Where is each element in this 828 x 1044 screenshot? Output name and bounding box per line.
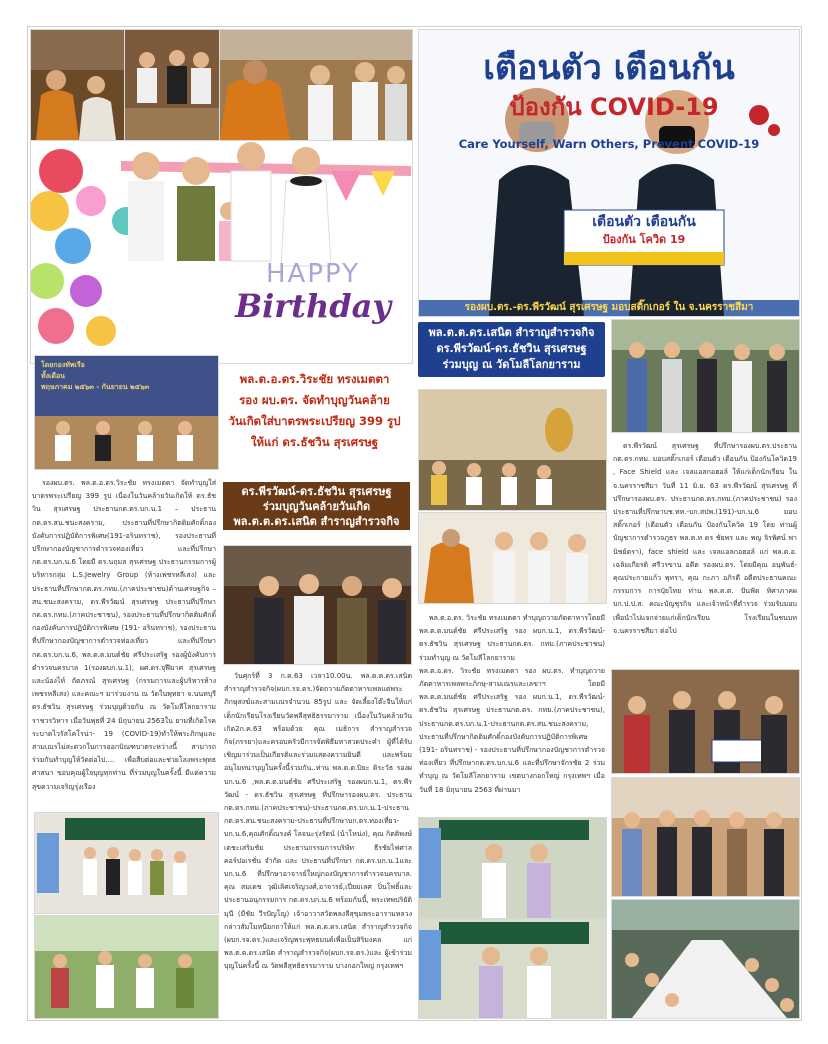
photo-sticker-handover-image	[612, 670, 799, 773]
photo-family-monks	[124, 29, 220, 141]
photo-monks-ceremony-image	[31, 30, 124, 140]
photo-monks-ceremony	[30, 29, 125, 141]
photo-police-group-image	[224, 546, 411, 664]
banner-birthday-line-3: พล.ต.ต.ดร.เสนิต สำราญสำรวจกิจ	[233, 515, 400, 528]
covid-subtitle: Care Yourself, Warn Others, Prevent COVID-19	[458, 137, 760, 151]
photo-meeting-hall-image	[612, 778, 799, 896]
photo-garden-group	[34, 915, 219, 1019]
photo-dining-table-image	[612, 900, 799, 1018]
photo-buddha-hall	[418, 389, 607, 511]
photo-offering-ceremony-image	[220, 30, 412, 140]
covid-sticker-title: เตือนตัว เตือนกัน	[592, 214, 696, 230]
banner-merit-line-3: ร่วมบุญ ณ วัดโมลีโลกยาราม	[442, 358, 581, 371]
article-merit-body: พล.ต.อ.ดร. วิระชัย ทรงเมตตา ทำบุญถวายภัตตาหารโดยมี พล.ต.ต.มนต์ชัย ศรีประเสริฐ รอง ผบก.น.1, ดร.พีรวัฒน์-ดร.ธัชวิน สุรเศรษฐ ประธานกต.ตร. กทม.(ภาคประชาชน) ร่วมทำบุญ ณ วัดโมลีโลกยาราม พล.ต.อ.ดร. วิระชัย ทรงเมตตา รอง ผบ.ตร. ทำบุญถวายภัตตาหารเพลพระภิกษุ-สามเณรและเลขาฯ โดยมี พล.ต.ต.มนต์ชัย ศรีประเสริฐ รอง ผบก.น.1, ดร.พีรวัฒน์-ดร.ธัชวิน สุรเศรษฐ ประธานกต.ตร. กทม.(ภาคประชาชน), ประธานกต.ตร.บก.น.1-ประธานกต.ตร.สน.ชนะสงคราม, ประธานที่ปรึกษากิตติมศักดิ์กองบังคับการปฏิบัติการพิเศษ (191- อรินทราช) - รองประธานที่ปรึกษากองบัญชาการตำรวจท่องเที่ยว ที่ปรึกษากต.ตร.บก.น.6 และที่ปรึกษาจักรชัย 2 ร่วมทำบุญ ณ วัดโมลีโลกยาราม เขตบางกอกใหญ่ กรุงเทพฯ เมื่อวันที่ 18 มิถุนายน 2563 ที่ผ่านมา	[419, 614, 605, 794]
banner-merit-line-1: พล.ต.ต.ดร.เสนิต สำราญสำรวจกิจ	[428, 326, 595, 339]
photo-police-group	[223, 545, 412, 665]
banner-birthday-line-1: ดร.พีรวัฒน์-ดร.ธัชวิน สุรเศรษฐ	[241, 485, 392, 498]
covid-title-line-2: ป้องกัน COVID-19	[509, 93, 719, 121]
photo-temple-signboard	[34, 812, 219, 914]
photo-temple-duo-1	[418, 817, 607, 919]
stage-banner-text: โดยกองทัพเรือ ทั้งเดือน พฤษภาคม ๒๕๖๓ - กันยายน ๒๕๖๓	[41, 361, 150, 391]
photo-monk-presentation-image	[419, 513, 606, 603]
happy-birthday-text	[223, 259, 403, 339]
photo-garden-group-image	[35, 916, 218, 1018]
photo-covid-poster	[418, 29, 800, 317]
birthday-caption	[218, 369, 411, 459]
birthday-label: Birthday	[235, 287, 391, 325]
banner-birthday-line-2: ร่วมบุญวันคล้ายวันเกิด	[262, 500, 371, 513]
covid-title-line-1: เตือนตัว เตือนกัน	[483, 48, 735, 88]
photo-temple-duo-2-image	[419, 920, 606, 1018]
article-right-body: ดร.พีรวัฒน์ สุรเศรษฐ ที่ปรึกษารองผบ.ตร.ประธาน กต.ตร.กทม. มอบสติ๊กเกอร์ เตือนตัว เตือนกัน ป้องกันโควิด19 , Face Shield และ เจลแอลกอฮอล์ ให้แก่เด็กนักเรียน ใน จ.นครราชสีมา วันที่ 11 มิ.ย. 63 ดร.พีรวัฒน์ สุรเศรษฐ ที่ปรึกษารองผบ.ตร. ประธานกต.ตร.กทม.(ภาคประชาชน) รองประธานที่ปรึกษาบช.ทท.-บก.สปพ.(191)-บก.น.6 มอบสติ๊กเกอร์ (เตือนตัว เตือนกัน ป้องกันโควิด 19 โดย ท่านผู้บัญชาการตำรวจภูธร พล.ต.ท ดร ชัยพร และ พญ จิรพิศน์ พานิชย์ตรา), face shield และ เจลแอลกอฮอล์ แก่ พล.ต.อ. เฉลิมเกียรติ ศรีวรขาน อดีต รองผบ.ตร. โดยมีคุณ อนุพันธ์-คุณประกายแก้ว พุทรา, คุณ กะภา อภิรดี อดีตประธานคณะกรรมการ การปุ๋ยไทย ท่าน พล.ต.ต. ปันฟัด ทิศาภาคผบก.ป.ป.ส. คณะบัญชุรกิจ และเจ้าหน้าที่ตำรวจ ร่วมรับมอบ เพื่อนำไปแจกจ่ายแก่เด็กนักเรียน โรงเรียนในชนบท จ.นครราชสีมา ต่อไป	[613, 442, 797, 635]
banner-merit-temple	[418, 322, 605, 377]
happy-label: HAPPY	[265, 259, 360, 289]
photo-monk-presentation	[418, 512, 607, 604]
photo-temple-duo-2	[418, 919, 607, 1019]
article-left-body: รองผบ.ตร. พล.ต.อ.ดร.วิระชัย ทรงเมตตา จัดทำบุญใส่บาตรพระเปรียญ 399 รูป เนื่องในวันคล้ายวันเกิดให้ ดร.ธัชวิน สุรเศรษฐ ประธานกต.ตร.บก.น.1 – ประธานกต.ตร.สน.ชนะสงคราม, ประธานที่ปรึกษากิตติมศักดิ์กองบังคับการปฏิบัติการพิเศษ(191-อรินทราช), รองประธานที่ปรึกษากองบัญชาการตำรวจท่องเที่ยว และที่ปรึกษากต.ตร.บก.น.6 โดยมี ดร.นฤมล สุรเศรษฐ ประธานกรรมการผู้บริหารกลุ่ม L.S.Jewelry Group (ห้างเพชรหลีเสง) และประธานที่ปรึกษากต.ตร.กทม.(ภาคประชาชน)ด้านเศรษฐกิจ – สน.ชนะสงคราม, ดร.พีรวัฒน์ สุรเศรษฐ ประธานที่ปรึกษากต.ตร.กทม.(ภาคประชาชน), รองประธานที่ปรึกษากิตติมศักดิ์กองบังคับการปฏิบัติการพิเศษ (191- อรินทราช), รองประธานที่ปรึกษากองบัญชาการตำรวจท่องเที่ยว และที่ปรึกษากต.ตร.บก.น.6, พล.ต.ต.มนต์ชัย ศรีประเสริฐ รองผู้บังคับการตำรวจนครบาล 1(รองผบก.น.1), ผศ.ดร.จุฬีมาศ สุรเศรษฐ และน้องไท์ ถัดภรณ์ สุรเศรษฐ (กรรมการและผู้บริหารห้างเพชรหลีเสง) และคณะฯ มาร่วมงาน ณ วัดในพุทธา จ.นนทบุรี ดร.ธัชวิน สุรเศรษฐ ร่วมบุญด้วยกัน ณ วัดโมลีโลกยาราม ราชวรวิหาร เมื่อวันพุธที่ 24 มิถุนายน 2563ใน ยามที่เกิดโรคระบาดไวรัสโคโรน่า- 19 (COVID-19)ทำให้พระภิกษุและสามเณรไม่สะดวกในการออกบิณฑบาตระหว่างนี้ สามารถร่วมกันทำบุญให้วัดต่อไป.... เพื่อสืบต่อและช่วยโลงพระพุทธศาสนา ขอบคุณผู้ใจบุญทุกท่าน ที่ร่วมบุญในครั้งนี้ มีแต่ความสุขความเจริญรุ่งเรือง	[32, 479, 216, 791]
photo-dining-table	[611, 899, 800, 1019]
photo-navy-stage	[34, 355, 219, 470]
photo-buddha-hall-image	[419, 390, 606, 510]
newsletter-page	[27, 26, 802, 1021]
covid-caption: รองผบ.ตร.-ดร.พีรวัฒน์ สุรเศรษฐ มอบสติ๊กเกอร์ ใน จ.นครราชสีมา	[464, 302, 754, 313]
photo-officials-group-image	[612, 320, 799, 432]
banner-merit-line-2: ดร.พีรวัฒน์-ดร.ธัชวิน สุรเศรษฐ	[436, 342, 587, 355]
photo-family-monks-image	[125, 30, 219, 140]
photo-offering-ceremony	[219, 29, 413, 141]
birthday-caption-line-4: ให้แก่ ดร.ธัชวิน สุรเศรษฐ	[250, 435, 379, 449]
birthday-caption-line-2: รอง ผบ.ตร. จัดทำบุญวันคล้าย	[239, 393, 390, 407]
covid-sticker-sub: ป้องกัน โควิด 19	[602, 233, 686, 246]
birthday-caption-line-1: พล.ต.อ.ดร.วิระชัย ทรงเมตตา	[239, 372, 390, 386]
photo-temple-duo-1-image	[419, 818, 606, 918]
photo-sticker-handover	[611, 669, 800, 774]
birthday-caption-line-3: วันเกิดใส่บาตรพระเปรียญ 399 รูป	[228, 414, 401, 428]
photo-meeting-hall	[611, 777, 800, 897]
article-middle-body: วันศุกร์ที่ 3 ก.ค.63 เวลา10.00น. พล.ต.ต.ดร.เสนิต สำราญสำรวจกิจ(ผบก.รจ.ตร.)จัดถวายภัตตาหารเพลแด่พระภิกษุสงฆ์และสามเณรจำนวน 85รูป และ จัดเลี้ยงโต๊ะจีนให้แก่เด็กนักเรียนโรงเรียนวัดพลีสุทธิธรรมาราม เนื่องในวันคล้ายวันเกิด2ก.ค.63 พร้อมด้วย คุณ เมธิการ สำราญสำรวจกิจ(ภรรยา)และครอบครัวมีการจัดพิธีมหาสวดประคำ ผู้ที่ได้รับเชิญมาร่วมเป็นเกียรติและร่วมแสดงความยินดี และพร้อมอนุโมทนาบุญในครั้งนี้ร่วมกัน..ท่าน พล.ต.ต.ปิยะ ติระวัธ รองผบก.น.6 ,พล.ต.ต.มนต์ชัย ศรีประเสริฐ รองผบก.น.1, ดร.พีรวัฒน์ - ดร.ธัชวิน สุรเศรษฐ ที่ปรึกษารองผบ.ตร. ประธานกต.ตร.กทม.(ภาคประชาชน)-ประธานกต.ตร.บก.น.1-ประธานกต.ตร.สน.ชนะสงคราม-ประธานที่ปรึกษาบก.ตร.ท่องเที่ยว-บก.น.6,คุณศักดิ์ณรงค์ โลจนะรุ่งรัตน์ (น้าโหน่ง), คุณ กิตติพงษ์ เตชะเสริมชัย ประธานกรรมการบริษัท ธีรชัยไฟศาล คอร์ปอเรชั่น จำกัด และ ประธานที่ปรึกษา กต.ตร.บก.น.1และ บก.น.6 ที่ปรึกษาอาจารย์ใหญ่กองบัญชาการตำรวจนครบาล. คุณ สมเดช วุฒิเลิศเจริญวงศ์,อาจารย์,เปี่ยมเลศ ปิ่นโพธิ์และประธานอนุกรรมการ กต.ตร.บก.น.6 พร้อมกันนี้, พระเทพปริยัติมุนี (มีชัย วีรปัญโญ) เจ้าอาวาสวัดพลงลีสุขุมพระอารามหลวงกล่าวสัมโมทนียกถาให้แก่ พล.ต.ต.ดร.เสนิต สำราญสำรวจกิจ (ผบก.รจ.ตร.)และเจริญพระพุทธมนต์เพื่อเป็นสิริมงคล แก่ พล.ต.ต.ดร.เสนิต สำราญสำรวจกิจ(ผบก.รจ.ตร.)และ ผู้เข้าร่วมบุญในครั้งนี้ ณ วัดพลีสุทธิธรรมาราม บางกอกใหญ่ กรุงเทพฯ	[224, 672, 412, 971]
banner-birthday-merit	[223, 482, 410, 530]
photo-officials-group	[611, 319, 800, 433]
photo-temple-signboard-image	[35, 813, 218, 913]
